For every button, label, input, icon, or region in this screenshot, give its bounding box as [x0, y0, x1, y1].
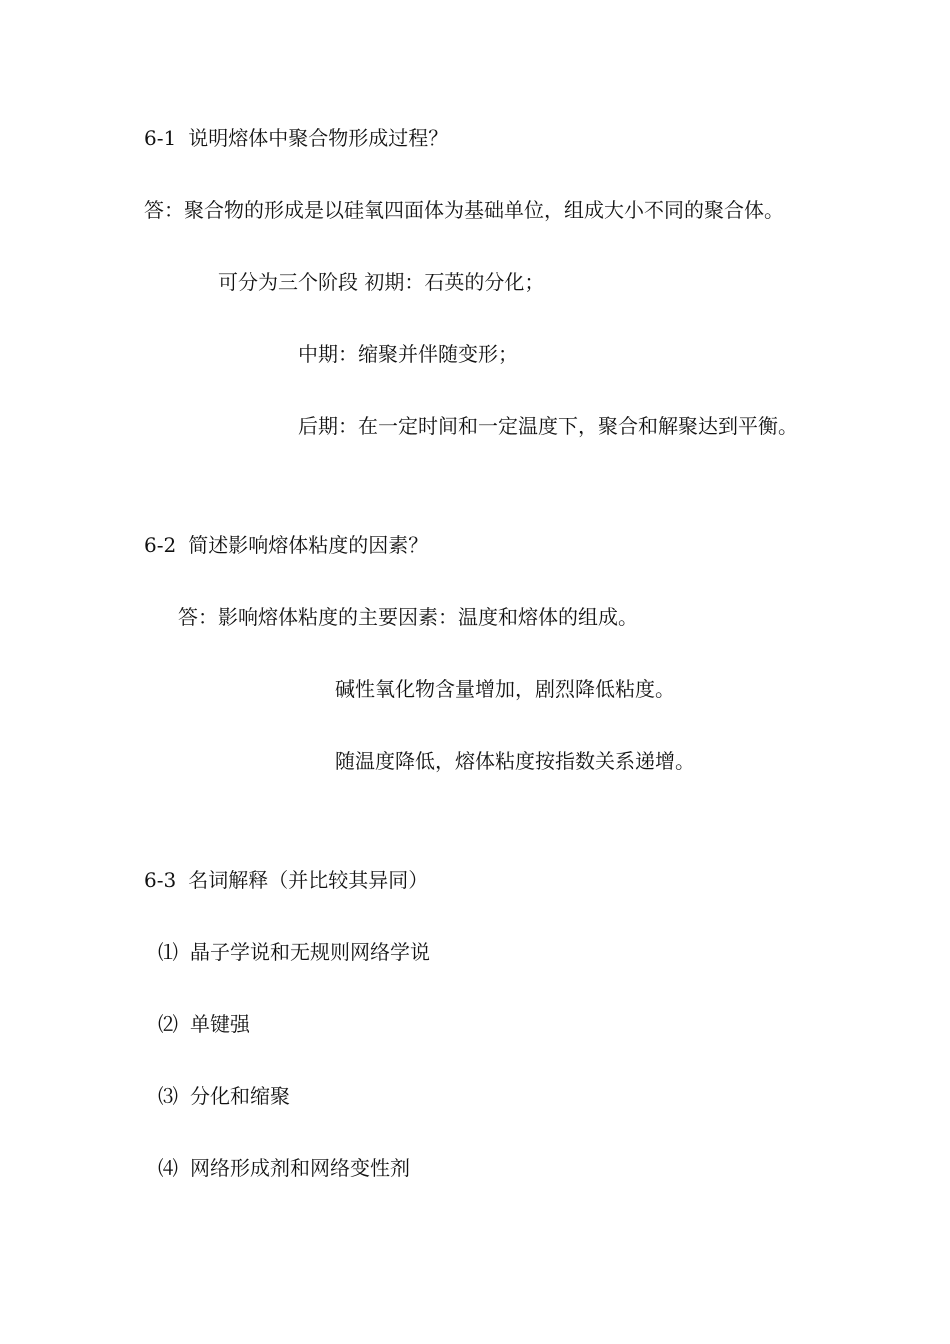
question-number: 6-2 — [144, 533, 177, 557]
answer-6-2-point-2: 随温度降低，熔体粘度按指数关系递增。 — [335, 749, 695, 773]
term-item-3 — [158, 1082, 290, 1110]
question-text: 名词解释（并比较其异同） — [188, 868, 429, 892]
item-marker: ⑶ — [158, 1084, 178, 1108]
answer-6-2-intro: 答：影响熔体粘度的主要因素：温度和熔体的组成。 — [178, 605, 638, 629]
question-6-2 — [144, 531, 428, 559]
item-text: 网络形成剂和网络变性剂 — [190, 1156, 410, 1180]
question-number: 6-1 — [144, 126, 177, 150]
question-6-3 — [144, 866, 428, 894]
term-item-4 — [158, 1154, 410, 1182]
term-item-1 — [158, 938, 430, 966]
item-text: 晶子学说和无规则网络学说 — [190, 940, 430, 964]
question-6-1 — [144, 124, 448, 152]
item-text: 分化和缩聚 — [190, 1084, 290, 1108]
item-marker: ⑵ — [158, 1012, 178, 1036]
question-text: 简述影响熔体粘度的因素？ — [188, 533, 429, 557]
answer-6-1-stage-mid: 中期：缩聚并伴随变形； — [298, 342, 518, 366]
term-item-2 — [158, 1010, 250, 1038]
item-marker: ⑷ — [158, 1156, 178, 1180]
answer-6-2-point-1: 碱性氧化物含量增加，剧烈降低粘度。 — [335, 677, 675, 701]
question-number: 6-3 — [144, 868, 177, 892]
item-text: 单键强 — [190, 1012, 250, 1036]
item-marker: ⑴ — [158, 940, 178, 964]
answer-6-1-stage-late: 后期：在一定时间和一定温度下，聚合和解聚达到平衡。 — [298, 414, 798, 438]
answer-6-1-stage-early: 可分为三个阶段 初期：石英的分化； — [218, 270, 545, 294]
question-text: 说明熔体中聚合物形成过程？ — [188, 126, 449, 150]
answer-6-1-intro: 答：聚合物的形成是以硅氧四面体为基础单位，组成大小不同的聚合体。 — [144, 198, 784, 222]
